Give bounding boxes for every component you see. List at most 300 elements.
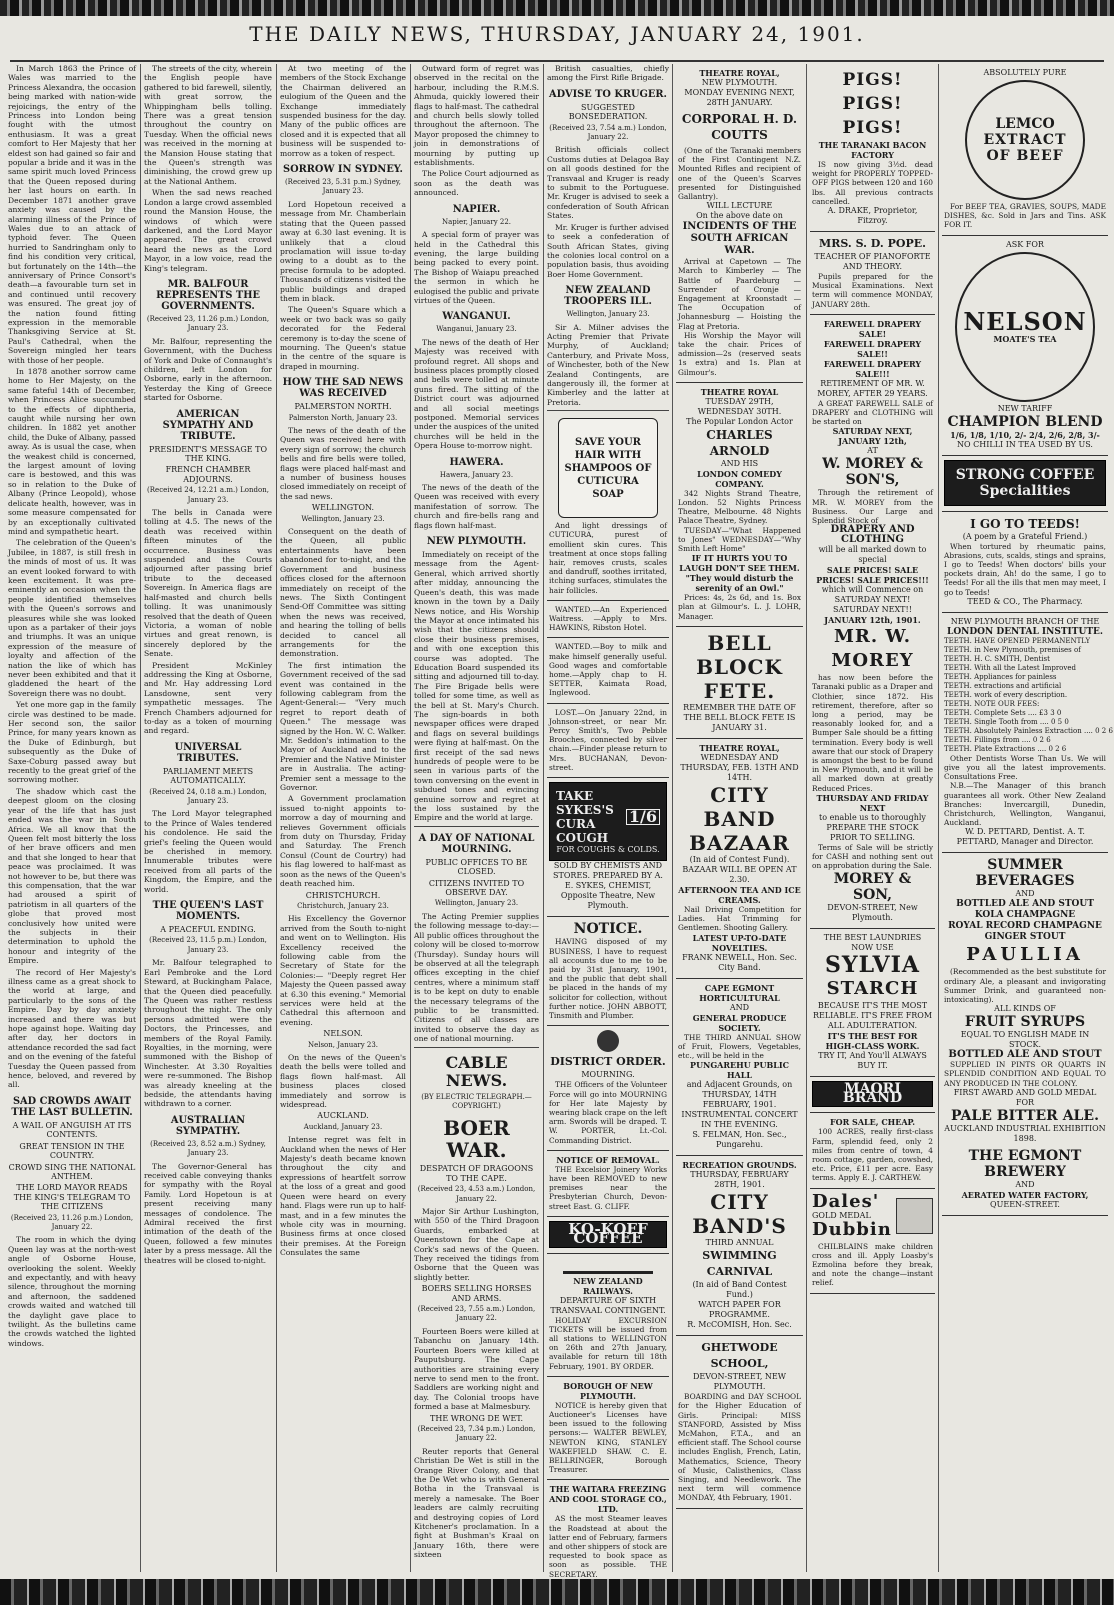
article-paragraph: Major Sir Arthur Lushington, with 550 of the Third Dragoon Guards, embarked at Queenstown for the Cape at Cork's sad news of the Queen. They received the tidings from Osborne that the Queen was slightly better. xyxy=(414,1207,539,1282)
borough-text: NOTICE is hereby given that Auctioneer's Licenses have been issued to the following persons:— WALTER BEWLEY, NEWTON KING, STANLEY WAKEFIELD SHAW. C. E. BELLRINGER, Borough Treasurer. xyxy=(549,1400,667,1475)
article-paragraph: Lord Hopetoun received a message from Mr. Chamberlain stating that the Queen passed away at 6.30 last evening. It is unlikely that a cloud proclamation will issue to-day owing to a doubt as to the precise formula to be adopted. Thousands of citizens visited the public buildings and draped them in black. xyxy=(280,199,406,303)
pope-text: Pupils prepared for the Musical Examinations. Next term will commence MONDAY, JANUARY 28th. xyxy=(812,272,933,309)
dental-list-item: TEETH. With all the Latest Improved xyxy=(944,663,1076,672)
article-paragraph: Mr. Kruger is further advised to seek a confederation of South African States, giving the colonies local control on a population basis, thus avoiding Boer Home Government. xyxy=(547,222,669,279)
article-paragraph: In 1878 another sorrow came home to Her Majesty, on the same fateful 14th of December, when Princess Alice succumbed to the effects of diphtheria, caught while nursing her own children. In 1882 yet another child, the Duke of Albany, passed away. As is usual the case, when the weakest child is concerned, the largest amount of loving care is bestowed, and this was so in relation to the Duke of Albany (Prince Leopold), whose delicate health, however, was in some measure compensated for by an exceptionally cultivated mind and sympathetic heart. xyxy=(8,367,136,536)
dubbin-row xyxy=(812,1190,933,1240)
article-paragraph: A Government proclamation issued to-night appoints to-morrow a day of mourning and relieves Government officials from duty on Thursday, Friday and Saturday. The French Consul (Count de Courtry) had his flag lowered to half-mast as soon as the news of the Queen's death reached him. xyxy=(280,794,406,889)
advert-mrs-pope xyxy=(810,232,935,315)
article-paragraph: The streets of the city, wherein the English people have gathered to bid farewell, silently, with great sorrow, the Whippingham bells tolling. There was a great tension throughout the country on Tuesday. When the official news was received in the morning at the Mansion House stating that the Queen's strength was diminishing, the crowd grew up at the National Anthem. xyxy=(144,64,272,186)
rail-title: NEW ZEALAND RAILWAYS. xyxy=(573,1275,643,1296)
syrups-sub: EQUAL TO ENGLISH MADE IN STOCK. xyxy=(960,1030,1090,1050)
advert-borough xyxy=(547,1377,669,1481)
dubbin-dales: Dales' xyxy=(812,1190,880,1212)
article-paragraph: Fourteen Boers were killed at Tabanchu on January 14th. Fourteen Boers were killed at Pauputsburg. The Cape authorities are straining every nerve to send men to the front. Saddlers are working night and day. The Colonial troops have formed a base at Malmesbury. xyxy=(414,1326,539,1412)
removal-title: NOTICE OF REMOVAL. xyxy=(556,1154,660,1165)
dateline: Auckland, January 23. xyxy=(303,1122,383,1131)
advert-horticultural xyxy=(676,979,803,1157)
subheadline: THE LORD MAYOR READS THE KING'S TELEGRAM TO THE CITIZENS xyxy=(13,1183,131,1212)
fete-title: BELL BLOCK FETE. xyxy=(696,630,783,703)
teds-sig: TEED & CO., The Pharmacy. xyxy=(967,596,1083,606)
dateline: (Received 23, 7.34 p.m.) London, January 22. xyxy=(417,1424,536,1443)
classified-lost xyxy=(547,704,669,778)
nelson-tariff: NEW TARIFF xyxy=(997,403,1053,413)
swim-watch: WATCH PAPER FOR PROGRAMME. xyxy=(698,1300,781,1320)
hort-and: AND xyxy=(729,1002,750,1012)
dateline: (Received 24, 12.21 a.m.) London, January 23. xyxy=(147,486,269,504)
advert-nelson-tea xyxy=(942,236,1108,456)
bottled-title: BOTTLED ALE AND STOUT xyxy=(948,1049,1102,1061)
dateline: (Received 23, 5.31 p.m.) Sydney, January 23. xyxy=(284,178,402,196)
hort-hall: PUNGAREHU PUBLIC HALL xyxy=(690,1060,789,1081)
teds-poem: When tortured by rheumatic pains, Abrasions, cuts, scalds, stings and sprains, I go to Teeds! When doctors' bills your pockets drain, Ah! do the same, I go to Teeds! For all the ills that men may meet, I go to Teeds! xyxy=(944,541,1106,597)
article-paragraph: When the sad news reached London a large crowd assembled round the Mansion House, the windows of which were darkened, and the Lord Mayor appeared. The great crowd heard the news as the Lord Mayor, in a low voice, read the King's telegram. xyxy=(144,188,272,273)
pigs-sig: A. DRAKE, Proprietor, Fitzroy. xyxy=(827,206,918,226)
notice-title: NOTICE. xyxy=(573,921,643,938)
soap-bar-icon xyxy=(558,418,658,518)
order-text: THE Officers of the Volunteer Force will go into MOURNING for Her late Majesty by wearing black crape on the left arm. Swords will be draped. T. W. PORTER, Lt.-Col. Commanding District. xyxy=(549,1080,667,1145)
advert-cuticura xyxy=(547,414,669,601)
nelson-ask: ASK FOR xyxy=(1006,239,1044,249)
article-paragraph: Immediately on receipt of the message from the Agent-General, which arrived shortly after midday, announcing the Queen's death, this was made known in the town by a Daily News notice, and His Worship the Mayor at once intimated his wish that the citizens should close their business premises, and with one exception this course was adopted. The Education Board suspended its sitting and adjourned till to-day. The Fire Brigade bells were tolled for some time, as well as the bell at St. Mary's Church. The sign-boards in both newspaper offices were draped and flags on several buildings were flying at half-mast. On the first receipt of the sad news hundreds of people were to be seen in various parts of the town conversing on the event in subdued tones and evincing genuine sorrow and regret at the loss sustained by the Empire and the world at large. xyxy=(414,550,539,823)
bazaar-open: BAZAAR WILL BE OPEN AT 2.30. xyxy=(682,864,797,884)
school-text: BOARDING and DAY SCHOOL for the Higher Education of Girls. Principal: MISS STANFORD, Assisted by Miss McMahon, F.T.A., and an efficient staff. The School course includes English, French, Latin, Mathematics, Science, Theory of Music, Calisthenics, Class Singing, and Needlework. The next term will commence MONDAY, 4th February, 1901. xyxy=(678,1392,801,1503)
dateline: Wanganui, January 23. xyxy=(436,325,517,334)
divider xyxy=(414,826,539,827)
order-title: DISTRICT ORDER. xyxy=(550,1055,666,1069)
hort-sig: S. FELMAN, Hon. Sec., Pungarehu. xyxy=(692,1130,787,1150)
dental-list xyxy=(944,636,1113,754)
morey-name2: MOREY & SON, xyxy=(833,870,912,903)
summer-and: AND xyxy=(1015,889,1035,899)
article-paragraph: President McKinley addressing the King at Osborne, and Mr. Hay addressing Lord Lansdowne, sent very sympathetic messages. The French Chambers adjourned for to-day as a token of mourning and regard. xyxy=(144,660,272,736)
coutts-list: Arrival at Capetown — The March to Kimberley — The Battle of Paardeburg — Surrender of Cronje — Engagement at Kroonstadt — The Occupation of Johannesburg — Hoisting the Flag at Pretoria. xyxy=(678,257,801,331)
dateline: (Received 23, 11.5 p.m.) London, January 23. xyxy=(149,936,267,954)
hort-title2: GENERAL PRODUCE SOCIETY. xyxy=(692,1012,787,1033)
hort-date: and Adjacent Grounds, on THURSDAY, 14TH FEBRUARY, 1901. xyxy=(686,1080,793,1110)
advert-district-order xyxy=(547,1026,669,1150)
subheadline: A WAIL OF ANGUISH AT ITS CONTENTS. xyxy=(12,1120,132,1140)
bazaar-text: Nail Driving Competition for Ladies. Hat Trimming for Gentlemen. Shooting Gallery. xyxy=(678,904,801,933)
bazaar-tea: AFTERNOON TEA AND ICE CREAMS. xyxy=(678,884,801,905)
dental-list-item: TEETH. extractions and artificial xyxy=(944,681,1062,690)
subheadline: GREAT TENSION IN THE COUNTRY. xyxy=(19,1141,125,1161)
school-sub: DEVON-STREET, NEW PLYMOUTH. xyxy=(693,1372,786,1392)
dental-list-item: TEETH. HAVE OPENED PERMANENTLY xyxy=(944,636,1091,645)
article-paragraph: The shadow which cast the deepest gloom on the closing year of the life that has just ended was the war in South Africa. We all know that the Queen felt most bitterly the loss of her brave officers and men and that she longed to hear that peace was proclaimed. It was not however to be, but there was this compensation, that the war had aroused a spirit of patriotism in all quarters of the globe that proved most conclusively how united were the subjects in their determination to uphold the honour and integrity of the Empire. xyxy=(8,786,136,966)
article-paragraph: The Queen's Square which a week or two back was so gaily decorated for the Federal ceremony is to-day the scene of mourning. The Queen's statue in the centre of the square is draped in mourning. xyxy=(280,305,406,371)
advert-coutts-lecture xyxy=(676,64,803,383)
coffee-banner: STRONG COFFEE Specialities xyxy=(944,460,1106,506)
dental-list-item: TEETH. Appliances for painless xyxy=(944,672,1057,681)
tea-canister-icon xyxy=(955,252,1095,402)
page-top-edge xyxy=(0,0,1114,16)
removal-text: THE Excelsior Joinery Works have been REMOVED to new premises near the Presbyterian Church, Devon-street East. G. CLIFF. xyxy=(549,1164,667,1211)
article-paragraph: His Excellency the Governor arrived from the South to-night and went on to Wellington. His Excellency received the following cable from the Secretary of State for the Colonies:— "Deeply regret Her Majesty the Queen passed away at 6.30 this evening." Memorial services were held at the Cathedral this afternoon and evening. xyxy=(280,914,406,1027)
morey-text6: to enable us to thoroughly PREPARE THE STOCK PRIOR TO SELLING. xyxy=(819,812,926,842)
theatre2-date: TUESDAY 29TH, WEDNESDAY 30TH. xyxy=(697,396,782,416)
morey-name: W. MOREY & SON'S, xyxy=(822,456,923,489)
headline: SAD CROWDS AWAIT THE LAST BULLETIN. xyxy=(11,1095,133,1118)
dateline: Christchurch, January 23. xyxy=(297,901,389,910)
dental-list-item: TEETH. Absolutely Painless Extraction .... 0 2 6 xyxy=(944,726,1113,735)
morey-farewell: FAREWELL DRAPERY SALE!!! xyxy=(823,358,922,379)
bottled-text: SUPPLIED IN PINTS OR QUARTS IN SPLENDID CONDITION AND EQUAL TO ANY PRODUCED IN THE COLONY. xyxy=(944,1060,1106,1088)
advert-dales-dubbin xyxy=(810,1189,935,1294)
egmont-title: THE EGMONT BREWERY xyxy=(968,1147,1082,1180)
swim-band: CITY BAND'S xyxy=(692,1190,787,1239)
masthead-rule xyxy=(10,60,1104,62)
award-title: PALE BITTER ALE. xyxy=(951,1107,1099,1124)
dental-sig: W. D. PETTARD, Dentist. A. T. PETTARD, Manager and Director. xyxy=(956,827,1094,847)
syrups-pre: ALL KINDS OF xyxy=(994,1004,1056,1014)
liebig-pure: ABSOLUTELY PURE xyxy=(983,68,1067,77)
fete-text: REMEMBER THE DATE OF THE BELL BLOCK FETE IS JANUARY 31. xyxy=(683,702,796,732)
classified-wanted xyxy=(547,638,669,703)
article-paragraph: The record of Her Majesty's illness came as a great shock to the world at large, and particularly to the sons of the Empire. Day by day anxiety increased and there was but hope against hope. Waiting day after day, her doctors in attendance recorded the sad fact and on the evening of the fateful Tuesday the Queen passed from hence, beloved, and revered by all. xyxy=(8,967,136,1090)
coutts-foot: His Worship the Mayor will take the chair. Prices of admission—2s (reserved seats 1s extra) and 1s. Plan at Gilmour's. xyxy=(678,330,801,377)
article-paragraph: Intense regret was felt in Auckland when the news of Her Majesty's death became known throughout the city and expressions of heartfelt sorrow at the loss of a great and good Queen were heard on every hand. Flags were run up to half-mast, and in a few minutes the whole city was in mourning. Business firms at once closed their premises. At the Foreign Consulates the same xyxy=(280,1135,406,1258)
liebig-text: For BEEF TEA, GRAVIES, SOUPS, MADE DISHES, &c. Sold in Jars and Tins. ASK FOR IT. xyxy=(944,202,1106,230)
train-icon xyxy=(563,1258,653,1274)
dubbin-medal: GOLD MEDAL xyxy=(812,1210,871,1220)
coutts-topic: INCIDENTS OF THE SOUTH AFRICAN WAR. xyxy=(682,221,797,257)
sykes-price: 1/6 xyxy=(626,809,660,824)
pope-sub: TEACHER OF PIANOFORTE AND THEORY. xyxy=(814,252,931,272)
dateline: (BY ELECTRIC TELEGRAPH.—COPYRIGHT.) xyxy=(421,1092,532,1110)
article-paragraph: The Police Court adjourned as soon as the death was announced. xyxy=(414,169,539,198)
dateline: (Received 23, 11.26 p.m.) London, January 23. xyxy=(146,314,270,333)
classified-text: WANTED.—An Experienced Waitress. —Apply to Mrs. HAWKINS, Ribston Hotel. xyxy=(549,604,667,633)
article-paragraph: A special form of prayer was held in the Cathedral this evening, the large building being packed to every point. The Bishop of Waiapu preached the sermon in which he eulogised the public and private virtues of the Queen. xyxy=(414,230,539,305)
arnold-and: AND HIS xyxy=(720,458,759,468)
subheadline: SUGGESTED BONSEDERATION. xyxy=(568,102,648,122)
masthead-date: THE DAILY NEWS, THURSDAY, JANUARY 24, 1901. xyxy=(249,22,865,46)
dateline: Napier, January 22. xyxy=(441,217,511,226)
theatre-title: THEATRE ROYAL, xyxy=(699,68,780,78)
dental-text: Other Dentists Worse Than Us. We will give you all the latest improvements. Consultations Free. xyxy=(944,753,1106,782)
subheadline: THE WRONG DE WET. xyxy=(430,1413,523,1423)
arnold-pre: The Popular London Actor xyxy=(686,416,793,426)
coutts-will: WILL LECTURE xyxy=(706,201,773,211)
article-paragraph: The first intimation the Government received of the sad event was contained in the following cablegram from the Agent-General:— "Very much regret to report death of Queen." The message was signed by the Hon. W. C. Walker. Mr. Seddon's intimation to the Mayor of Auckland and to the Premier and the Native Minister are in Australia. The acting-Premier sent a message to the Governor. xyxy=(280,660,406,793)
swim-sig: R. McCOMISH, Hon. Sec. xyxy=(687,1320,792,1330)
article-paragraph: Yet one more gap in the family circle was destined to be made. Her second son, the sailor Prince, for many years known as the Duke of Edinburgh, but subsequently as the Duke of Saxe-Coburg passed away but recently to the great grief of the sorrowing mother. xyxy=(8,700,136,785)
sylvia-best: IT'S THE BEST FOR HIGH-CLASS WORK. xyxy=(825,1030,920,1051)
liebig-brand: LEMCO xyxy=(995,116,1055,132)
dateline: (Received 23, 7.54 a.m.) London, January 22. xyxy=(549,123,667,142)
dateline: Wellington, January 23. xyxy=(566,310,650,319)
dental-list-item: TEETH. work of every description. xyxy=(944,690,1068,699)
morey-date: SATURDAY NEXT, JANUARY 12th, xyxy=(832,426,913,447)
subheadline: A PEACEFUL ENDING. xyxy=(160,925,256,935)
morey-farewell: FAREWELL DRAPERY SALE! xyxy=(823,318,922,339)
waitara-text: AS the most Steamer leaves the Roadstead at about the latter end of February, farmers and other shippers of stock are requested to book space as soon as possible. THE SECRETARY. xyxy=(549,1514,667,1579)
article-paragraph: Outward form of regret was observed in the recital on the harbour, including the R.M.S. Ahmuda, quickly lowered their flags to half-mast. The cathedral and church bells slowly tolled throughout the afternoon. The Mayor proposed the chimney to join in demonstrations of mourning by putting up establishments. xyxy=(414,64,539,168)
advert-removal xyxy=(547,1151,669,1217)
headline: THE QUEEN'S LAST MOMENTS. xyxy=(152,900,264,923)
article-paragraph: In March 1863 the Prince of Wales was married to the Princess Alexandra, the occasion being marked with nation-wide rejoicings, the entry of the Princess into London being fought with the utmost enthusiasm. It was a great comfort to Her Majesty that her eldest son had gained so fair and popular a bride and it was in the same spirit much loved Princess that the Queen reposed during her last hours on earth. In December 1871 another grave anxiety was caused by the alarming illness of the Prince of Wales due to an attack of typhoid fever. The Queen hurried to Sandringham only to find his condition very critical, but fortunately on the 14th—the anniversary of Prince Consort's death—a favourable turn set in and continued until recovery was ensured. The great joy of the nation found fitting expression in the memorable Thanksgiving Service at St. Paul's Cathedral, when the Sovereign mingled her tears with those of her people. xyxy=(8,64,136,365)
hort-text: THE THIRD ANNUAL SHOW of Fruit, Flowers, Vegetables, etc., will be held in the xyxy=(678,1032,801,1060)
sylvia-pre: THE BEST LAUNDRIES NOW USE xyxy=(823,932,922,952)
summer-title: SUMMER BEVERAGES xyxy=(975,857,1075,890)
column-rule xyxy=(410,64,411,1572)
morey-address: DEVON-STREET, New Plymouth. xyxy=(827,902,918,922)
chilblains-text: CHILBLAINS make children cross and ill. Apply Loasby's Ezmolina before they break, and note the change—instant relief. xyxy=(812,1241,933,1288)
advert-sylvia-starch xyxy=(810,929,935,1077)
advert-maori-brand xyxy=(810,1077,935,1114)
egmont-and: AND xyxy=(1015,1179,1035,1189)
subheadline: NELSON. xyxy=(323,1029,363,1039)
pigs-title: PIGS! PIGS! PIGS! xyxy=(842,70,903,138)
arnold-runs: 342 Nights Strand Theatre, London. 52 Nights Princess Theatre, Melbourne. 48 Nights Palace Theatre, Sydney. xyxy=(678,488,801,526)
dateline: (Received 23, 4.53 a.m.) London, January 22. xyxy=(417,1185,536,1203)
column-rule xyxy=(543,64,544,1572)
headline: A DAY OF NATIONAL MOURNING. xyxy=(418,832,535,855)
headline-cable-news: CABLE NEWS. xyxy=(445,1052,508,1090)
sylvia-starch: STARCH xyxy=(826,977,919,999)
advert-farm-sale xyxy=(810,1113,935,1188)
dental-list-item: TEETH. Single Tooth from .... 0 5 0 xyxy=(944,717,1069,726)
sylvia-title: SYLVIA xyxy=(825,951,920,978)
article-paragraph: British officials collect Customs duties at Delagoa Bay on all goods destined for the Transvaal and Kruger is ready to submit to the Portuguese. Mr. Kruger is advised to seek a confederation of South African States. xyxy=(547,145,669,221)
bazaar-venue: THEATRE ROYAL, xyxy=(699,742,780,753)
dateline: Palmerston North, January 23. xyxy=(288,413,398,422)
subheadline: DESPATCH OF DRAGOONS TO THE CAPE. xyxy=(419,1164,534,1183)
dateline: Hawera, January 23. xyxy=(439,470,514,479)
school-title: GHETWODE SCHOOL, xyxy=(701,1341,778,1371)
headline: UNIVERSAL TRIBUTES. xyxy=(174,741,242,764)
headline: AUSTRALIAN SYMPATHY. xyxy=(170,1114,246,1137)
nelson-brand: NELSON xyxy=(963,306,1087,336)
article-paragraph: Mr. Balfour telegraphed to Earl Pembroke and the Lord Steward, at Buckingham Palace, that the Queen died peacefully. The Queen was rather restless throughout the night. The only persons admitted were the Doctors, the Princesses, and members of the Royal Family. Royalties, in the morning, were summoned with the Bishop of Winchester. At 3.30 Royalties were re-summoned. The Bishop was already kneeling at the bedside, the attendants having withdrawn to a corner. xyxy=(144,958,272,1109)
arnold-price: Prices: 4s, 2s 6d, and 1s. Box plan at Gilmour's. L. J. LOHR, Manager. xyxy=(678,593,801,621)
subheadline: FRENCH CHAMBER ADJOURNS. xyxy=(165,465,251,484)
kokoff-banner: KO-KOFF COFFEE xyxy=(549,1221,667,1248)
cuticura-title: SAVE YOUR HAIR WITH SHAMPOOS OF CUTICURA SOAP xyxy=(564,436,652,500)
morey-terms: Terms of Sale will be strictly for CASH and nothing sent out on approbation during the Sale. xyxy=(812,842,933,871)
article-paragraph: The bells in Canada were tolling at 4.5. The news of the death was received within fifteen minutes of the occurrence. Business was suspended and the Courts adjourned after passing brief tribute to the deceased Sovereign. In America flags are half-masted and church bells tolling. It was unanimously resolved that the death of Queen Victoria, a woman of noble virtues and great renown, is sincerely deplored by the Senate. xyxy=(144,508,272,659)
theatre2-title: THEATRE ROYAL xyxy=(700,386,779,397)
divider xyxy=(414,1047,539,1048)
advert-railways xyxy=(547,1254,669,1377)
arnold-plays: TUESDAY—"What Happened to Jones" WEDNESDAY—"Why Smith Left Home" xyxy=(678,525,801,554)
hort-title: CAPE EGMONT HORTICULTURAL xyxy=(699,982,780,1003)
sykes-sub: FOR COUGHS & COLDS. xyxy=(556,845,660,855)
article-paragraph: The Lord Mayor telegraphed to the Prince of Wales tendered his condolence. He said the grief's feeling the Queen would be cherished in memory. Innumerable tributes were received from all parts of the Kingdom, the Empire, and the world. xyxy=(144,809,272,894)
advert-morey-sale xyxy=(810,315,935,929)
advert-chetwode-school xyxy=(676,1336,803,1508)
morey-retirement: RETIREMENT OF MR. W. MOREY, AFTER 29 YEARS. xyxy=(817,378,928,398)
dateline: Wellington, January 23. xyxy=(301,514,385,523)
article-paragraph: The Acting Premier supplies the following message to-day:— All public offices throughout the colony will be closed to-morrow (Thursday). Sunday hours will be observed at all the telegraph offices excepting in the chief centres, where a minimum staff is to be kept on duty to enable the necessary telegrams of the public to be transmitted. Citizens of all classes are invited to observe the day as one of national mourning. xyxy=(414,911,539,1044)
advert-teeds xyxy=(942,512,1108,613)
liebig-title: EXTRACT OF BEEF xyxy=(983,132,1067,164)
bazaar-title: CITY BAND BAZAAR xyxy=(689,782,790,855)
sale-text: 100 ACRES, really first-class Farm, splendid feed, only 2 miles from centre of town, 4 room cottage, garden, cowshed, etc. Price, £11 per acre. Easy terms. Apply E. J. CARTHEW. xyxy=(812,1127,933,1183)
morey-date2: JANUARY 12th, 1901. xyxy=(824,615,921,626)
teds-title: I GO TO TEEDS! xyxy=(970,516,1080,531)
sykes-row xyxy=(556,789,660,845)
dubbin-dubbin: Dubbin xyxy=(812,1218,892,1240)
column-7 xyxy=(810,64,935,1572)
pope-title: MRS. S. D. POPE. xyxy=(819,237,926,251)
headline: ADVISE TO KRUGER. xyxy=(549,88,667,100)
coutts-date-line: On the above date on xyxy=(696,211,783,221)
sykes-panel xyxy=(549,782,667,861)
dental-list-item: TEETH. NOTE OUR FEES: xyxy=(944,699,1040,708)
advert-city-band-bazaar xyxy=(676,739,803,979)
notice-text: HAVING disposed of my BUSINESS, I have to request all accounts due to me to be paid by 31st January, 1901, and the public that debt shall be placed in the hands of my solicitor for collection, without further notice. JOHN ABBOTT, Tinsmith and Plumber. xyxy=(549,937,667,1021)
column-rule xyxy=(938,64,939,1572)
headline-boer-war: BOER WAR. xyxy=(443,1116,510,1163)
divider xyxy=(547,410,669,411)
article-paragraph: The Governor-General has received cable conveying thanks for sympathy with the Royal Family. Lord Hopetoun is at present receiving many messages of condolence. The Admiral received the first intimation of the death of the Queen, followed a few minutes later by a press message. All the theatres will be closed to-night. xyxy=(144,1161,272,1265)
subheadline: WELLINGTON. xyxy=(311,503,375,513)
dateline: Wellington, January 23. xyxy=(434,899,519,908)
headline: NAPIER. xyxy=(452,203,501,215)
waitara-title: THE WAITARA FREEZING AND COOL STORAGE CO., LTD. xyxy=(549,1484,667,1515)
dental-pre: NEW PLYMOUTH BRANCH OF THE xyxy=(950,616,1100,626)
borough-title: BOROUGH OF NEW PLYMOUTH. xyxy=(563,1380,653,1401)
dental-list-item: TEETH. H. C. SMITH, Dentist xyxy=(944,654,1050,663)
advert-sykes xyxy=(547,778,669,917)
headline: WANGANUI. xyxy=(442,311,511,323)
nelson-foot: NO CHILLI IN TEA USED BY US. xyxy=(957,439,1093,449)
arnold-name: CHARLES ARNOLD xyxy=(706,427,773,458)
headline: SORROW IN SYDNEY. xyxy=(283,164,403,176)
advert-bell-block-fete xyxy=(676,627,803,739)
maori-banner: MAORI BRAND xyxy=(812,1081,933,1108)
headline: HAWERA. xyxy=(449,456,504,468)
morey-text3: will be all marked down to special xyxy=(818,545,927,565)
nelson-prices: 1/6, 1/8, 1/10, 2/- 2/4, 2/6, 2/8, 3/- xyxy=(950,429,1100,440)
headline: AMERICAN SYMPATHY AND TRIBUTE. xyxy=(162,408,254,442)
advert-kokoff xyxy=(547,1217,669,1254)
subheadline: CROWD SING THE NATIONAL ANTHEM. xyxy=(8,1162,136,1181)
article-paragraph: The news of the death of Her Majesty was received with profound regret. All shops and business places promptly closed and bells were tolled at minute guns fired. The sitting of the District court was adjourned and all social meetings postponed. Memorial services under the auspices of the united churches will be held in the Opera House to-morrow night. xyxy=(414,337,539,451)
column-3 xyxy=(280,64,406,1572)
column-4 xyxy=(414,64,539,1572)
sale-title: FOR SALE, CHEAP. xyxy=(829,1117,916,1128)
article-paragraph: Consequent on the death of the Queen, all public entertainments have been abandoned for to-night, and the Government and business offices closed for the afternoon immediately on receipt of the news. The Sixth Contingent Send-Off Committee was sitting when the news was received, and hearing the tolling of bells decided to cancel all arrangements for the demonstration. xyxy=(280,527,406,659)
article-paragraph: Mr. Balfour, representing the Government, with the Duchess of York and Duke of Connaught's children, left London for Osborne, early in the afternoon. Yesterday the King of Greece started for Osborne. xyxy=(144,336,272,403)
column-6 xyxy=(676,64,803,1572)
beef-jar-icon xyxy=(965,80,1085,200)
syrups-title: FRUIT SYRUPS xyxy=(964,1014,1086,1031)
article-paragraph: The news of the death of the Queen was received here with every sign of sorrow; the church bells and fire bells were tolled, flags were placed half-mast and a number of business houses closed immediately on receipt of the sad news. xyxy=(280,426,406,501)
rail-text: HOLIDAY EXCURSION TICKETS will be issued from all stations to WELLINGTON on 26th and 27th January, available for return till 18th February, 1901. BY ORDER. xyxy=(549,1315,667,1371)
advert-beef-extract xyxy=(942,64,1108,236)
nelson-blend: CHAMPION BLEND xyxy=(947,413,1103,430)
classified-wanted xyxy=(547,601,669,639)
headline: NEW PLYMOUTH. xyxy=(426,536,527,548)
rec-date: THURSDAY, FEBRUARY 28TH, 1901. xyxy=(690,1170,789,1190)
paullia-text: (Recommended as the best substitute for ordinary Ale, a pleasant and invigorating Summer Drink, and guaranteed non-intoxicating). xyxy=(944,967,1106,1005)
morey-sale-prices: SALE PRICES! SALE PRICES! SALE PRICES!!! xyxy=(816,565,929,586)
subheadline: PUBLIC OFFICES TO BE CLOSED. xyxy=(425,857,528,877)
article-paragraph: Sir A. Milner advises the Acting Premier that Private Murphy, of Auckland; Canterbury, and Private Moss, of Winchester, both of the New Zealand Contingents, are dangerously ill, the former at Kimberley and the latter at Pretoria. xyxy=(547,322,669,407)
morey-text5: has now been before the Taranaki public as a Draper and Clothier, since 1872. His retirement, therefore, after so long a period, may be reasonably looked for, and a Bumper Sale should be a fitting termination. Every body is well aware that our stock of Drapery is amongst the best to be found in New Plymouth, and it will be all marked down at greatly Reduced Prices. xyxy=(812,673,933,793)
dental-list-item: TEETH. Fillings from .... 0 2 6 xyxy=(944,735,1051,744)
theatre-sub: NEW PLYMOUTH. xyxy=(701,78,778,87)
dateline: (Received 23, 11.26 p.m.) London, January 22. xyxy=(10,1213,134,1231)
dubbin-brand xyxy=(812,1190,892,1240)
coutts-text: (One of the Taranaki members of the First Contingent N.Z. Mounted Rifles and recipient of one of the Queen's Scarves presented for Distinguished Gallantry). xyxy=(678,146,801,202)
subheadline: PRESIDENT'S MESSAGE TO THE KING. xyxy=(149,444,267,463)
column-2 xyxy=(144,64,272,1572)
egmont-factory: AERATED WATER FACTORY, xyxy=(961,1189,1089,1200)
column-8 xyxy=(942,64,1113,1572)
morey-mr: MR. W. MOREY xyxy=(831,626,914,672)
article-paragraph: The news of the death of the Queen was received with every manifestation of sorrow. The church and fire-bells rang and flags flown half-mast. xyxy=(414,483,539,530)
classified-text: WANTED.—Boy to milk and make himself generally useful. Good wages and comfortable home.—Apply chap to H. SETTER, Kaimata Road, Inglewood. xyxy=(549,642,667,698)
morey-farewell: FAREWELL DRAPERY SALE!! xyxy=(823,338,922,359)
dateline: (Received 23, 7.55 a.m.) London, January 22. xyxy=(417,1305,536,1323)
summer-list: BOTTLED ALE AND STOUT KOLA CHAMPAGNE ROYAL RECORD CHAMPAGNE GINGER STOUT xyxy=(948,899,1102,943)
dateline: (Received 23, 8.52 a.m.) Sydney, January 23. xyxy=(150,1139,266,1158)
article-paragraph: British casualties, chiefly among the First Rifle Brigade. xyxy=(547,64,669,83)
dental-list-item: TEETH. Complete Sets .... £3 3 0 xyxy=(944,708,1062,717)
article-paragraph: At two meeting of the members of the Stock Exchange the Chairman delivered an eulogium of the Queen and the Exchange immediately suspended business for the day. Many of the public offices are closed and it is expected that all business will be suspended to-morrow as a token of respect. xyxy=(280,64,406,158)
column-rule xyxy=(140,64,141,1572)
masthead xyxy=(0,16,1114,62)
bazaar-sig: FRANK NEWELL, Hon. Sec. City Band. xyxy=(682,952,797,972)
bazaar-sub: (In aid of Contest Fund). xyxy=(689,854,790,864)
advert-summer-beverages xyxy=(942,853,1108,1215)
morey-text4: which will Commence on SATURDAY NEXT! SATURDAY NEXT!! xyxy=(821,585,924,615)
column-rule xyxy=(276,64,277,1572)
subheadline: CHRISTCHURCH. xyxy=(305,890,381,900)
headline: MR. BALFOUR REPRESENTS THE GOVERNMENTS. xyxy=(156,278,260,312)
sylvia-try: TRY IT, And You'll ALWAYS BUY IT. xyxy=(818,1050,927,1070)
arnold-company: LONDON COMEDY COMPANY. xyxy=(697,468,782,489)
award-sub: AUCKLAND INDUSTRIAL EXHIBITION 1898. xyxy=(944,1123,1106,1143)
advert-dental-institute xyxy=(942,613,1113,854)
dubbin-tin-icon xyxy=(896,1198,933,1234)
article-paragraph: Reuter reports that General Christian De Wet is still in the Orange River Colony, and that the De Wet who is with General Botha in the Transvaal is merely a namesake. The Boer leaders are calmly recruiting and destroying copies of Lord Kitchener's proclamation. In a fight at Bushman's Kraal on January 16th, there were sixteen xyxy=(414,1446,539,1560)
swim-third: THIRD ANNUAL xyxy=(705,1238,774,1248)
subheadline: PALMERSTON NORTH. xyxy=(294,402,392,412)
coutts-name: CORPORAL H. D. COUTTS xyxy=(681,112,798,142)
subheadline: CITIZENS INVITED TO OBSERVE DAY. xyxy=(428,878,525,898)
morey-text: A GREAT FAREWELL SALE of DRAPERY and CLOTHING will be started on xyxy=(812,398,933,427)
cuticura-text: And light dressings of CUTICURA, purest of emollient skin cures. This treatment at once stops falling hair, removes crusts, scales and dandruff, soothes irritated, itching surfaces, stimulates the hair follicles. xyxy=(549,521,667,595)
arnold-quote: IF IT HURTS YOU TO LAUGH DON'T SEE THEM. "They would disturb the serenity of an Owl." xyxy=(679,553,800,594)
bazaar-date: WEDNESDAY AND THURSDAY, FEB. 13TH AND 14TH. xyxy=(680,752,799,782)
classified-text: LOST.—On January 22nd, in Johnson-street, or near Mr. Percy Smith's, Two Pebble Brooches, connected by silver chain.—Finder please return to Mrs. BUCHANAN, Devon-street. xyxy=(549,707,667,772)
advert-pigs xyxy=(810,64,935,232)
dental-title: LONDON DENTAL INSTITUTE. xyxy=(946,626,1104,637)
subheadline: AUCKLAND. xyxy=(317,1111,369,1121)
column-rule xyxy=(672,64,673,1572)
award-pre: FIRST AWARD AND GOLD MEDAL FOR xyxy=(953,1087,1097,1107)
paullia-title: PAULLIA xyxy=(966,944,1084,966)
subheadline: PARLIAMENT MEETS AUTOMATICALLY. xyxy=(162,766,254,786)
dental-list-item: TEETH. Plate Extractions .... 0 2 6 xyxy=(944,744,1067,753)
hort-concert: INSTRUMENTAL CONCERT IN THE EVENING. xyxy=(681,1110,798,1130)
subheadline: BOERS SELLING HORSES AND ARMS. xyxy=(421,1284,532,1303)
article-paragraph: On the news of the Queen's death the bells were tolled and flags flown half-mast. All business places closed immediately and sorrow is widespread. xyxy=(280,1053,406,1110)
dateline: (Received 24, 0.18 a.m.) London, January 23. xyxy=(149,787,267,805)
advert-coffee xyxy=(942,456,1108,512)
egmont-address: QUEEN-STREET. xyxy=(990,1199,1060,1209)
teds-sub: (A poem by a Grateful Friend.) xyxy=(962,531,1088,541)
morey-thursday: THURSDAY AND FRIDAY NEXT xyxy=(816,792,929,813)
sylvia-text: BECAUSE IT'S THE MOST RELIABLE. IT'S FREE FROM ALL ADULTERATION. xyxy=(812,1000,933,1030)
order-sub: MOURNING. xyxy=(581,1070,635,1080)
morey-text2: Through the retirement of MR. W. MOREY from the Business. Our Large and Splendid Stock of xyxy=(812,488,933,526)
